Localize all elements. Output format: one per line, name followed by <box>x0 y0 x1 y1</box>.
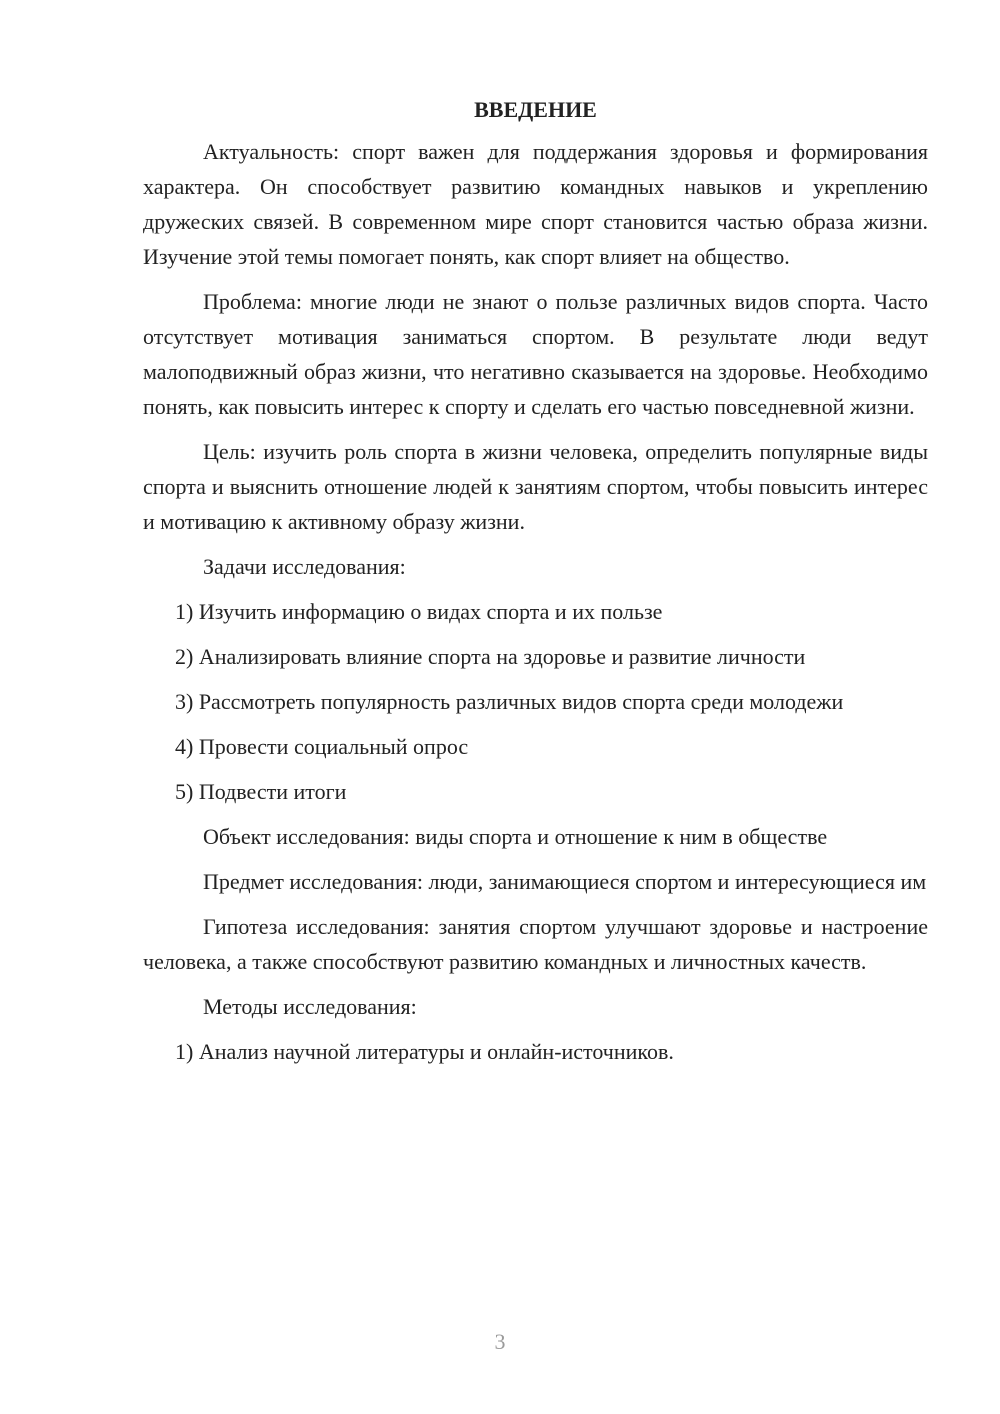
task-item-1: 1) Изучить информацию о видах спорта и их пользе <box>175 599 663 624</box>
task-item-2: 2) Анализировать влияние спорта на здоровье и развитие личности <box>175 644 806 669</box>
relevance-paragraph: Актуальность: спорт важен для поддержания здоровья и формирования характера. Он способствует развитию командных навыков и укреплению дружеских связей. В современном мире спорт становится частью образа жизни. Изучение этой темы помогает понять, как спорт влияет на общество. <box>143 139 928 269</box>
task-item-5: 5) Подвести итоги <box>175 779 347 804</box>
section-title: ВВЕДЕНИЕ <box>474 97 597 122</box>
goal-paragraph: Цель: изучить роль спорта в жизни человека, определить популярные виды спорта и выяснить отношение людей к занятиям спортом, чтобы повысить интерес и мотивацию к активному образу жизни. <box>143 439 928 534</box>
problem-paragraph: Проблема: многие люди не знают о пользе различных видов спорта. Часто отсутствует мотивация заниматься спортом. В результате люди ведут малоподвижный образ жизни, что негативно сказывается на здоровье. Необходимо понять, как повысить интерес к спорту и сделать его частью повседневной жизни. <box>143 289 928 419</box>
methods-heading: Методы исследования: <box>203 994 417 1019</box>
subject-paragraph: Предмет исследования: люди, занимающиеся спортом и интересующиеся им <box>203 869 927 894</box>
hypothesis-paragraph: Гипотеза исследования: занятия спортом улучшают здоровье и настроение человека, а также способствуют развитию командных и личностных качеств. <box>143 914 928 974</box>
document-page <box>143 92 928 1079</box>
object-paragraph: Объект исследования: виды спорта и отношение к ним в обществе <box>203 824 828 849</box>
task-item-3: 3) Рассмотреть популярность различных видов спорта среди молодежи <box>175 689 844 714</box>
page-number: 3 <box>494 1329 506 1354</box>
tasks-heading: Задачи исследования: <box>203 554 406 579</box>
method-item-1: 1) Анализ научной литературы и онлайн-источников. <box>175 1039 674 1064</box>
task-item-4: 4) Провести социальный опрос <box>175 734 469 759</box>
